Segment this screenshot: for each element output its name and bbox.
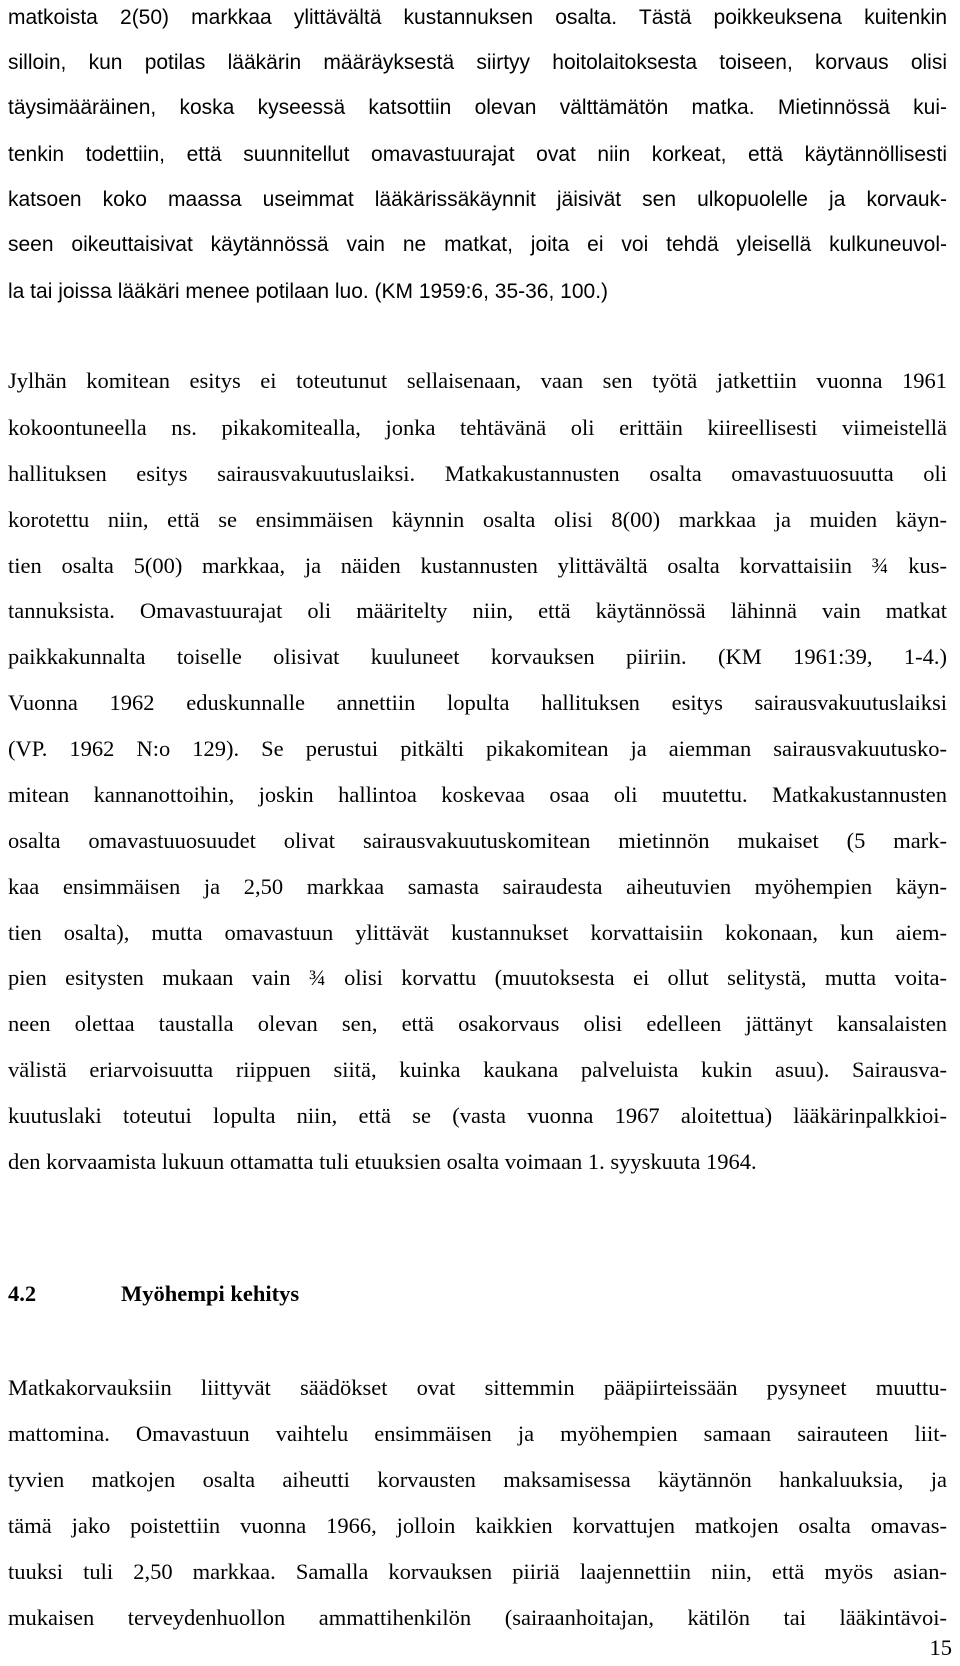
text-line: täysimääräinen, koska kyseessä katsottiin olevan välttämätön matka. Mietinnössä kui- [8, 96, 947, 119]
text-line: kokoontuneella ns. pikakomitealla, jonka tehtävänä oli erittäin kiireellisesti viimeistellä [8, 415, 947, 440]
text-line: tien osalta), mutta omavastuun ylittävät kustannukset korvattaisiin kokonaan, kun aiem- [8, 920, 947, 945]
text-line: katsoen koko maassa useimmat lääkärissäkäynnit jäisivät sen ulkopuolelle ja korvauk- [8, 188, 947, 211]
text-line: kuutuslaki toteutui lopulta niin, että se (vasta vuonna 1967 aloitettua) lääkärinpalkkioi- [8, 1103, 947, 1128]
text-line: mattomina. Omavastuun vaihtelu ensimmäisen ja myöhempien samaan sairauteen liit- [8, 1421, 947, 1446]
text-line: Jylhän komitean esitys ei toteutunut sellaisenaan, vaan sen työtä jatkettiin vuonna 1961 [8, 368, 947, 393]
text-line: hallituksen esitys sairausvakuutuslaiksi. Matkakustannusten osalta omavastuuosuutta oli [8, 461, 947, 486]
text-line: tuuksi tuli 2,50 markkaa. Samalla korvauksen piiriä laajennettiin niin, että myös asian- [8, 1559, 947, 1584]
text-line: seen oikeuttaisivat käytännössä vain ne matkat, joita ei voi tehdä yleisellä kulkuneuvol- [8, 233, 947, 256]
text-line: paikkakunnalta toiselle olisivat kuuluneet korvauksen piiriin. (KM 1961:39, 1-4.) [8, 644, 947, 669]
text-line: osalta omavastuuosuudet olivat sairausvakuutuskomitean mietinnön mukaiset (5 mark- [8, 828, 947, 853]
text-line: tämä jako poistettiin vuonna 1966, jolloin kaikkien korvattujen matkojen osalta omavas- [8, 1513, 947, 1538]
text-line: korotettu niin, että se ensimmäisen käynnin osalta olisi 8(00) markkaa ja muiden käyn- [8, 507, 947, 532]
text-line: välistä eriarvoisuutta riippuen siitä, kuinka kaukana palveluista kukin asuu). Sairausva- [8, 1057, 947, 1082]
text-line: den korvaamista lukuun ottamatta tuli etuuksien osalta voimaan 1. syyskuuta 1964. [8, 1149, 757, 1174]
text-line: tenkin todettiin, että suunnitellut omavastuurajat ovat niin korkeat, että käytännöllisesti [8, 143, 947, 166]
section-number: 4.2 [8, 1281, 37, 1306]
text-line: kaa ensimmäisen ja 2,50 markkaa samasta sairaudesta aiheutuvien myöhempien käyn- [8, 874, 947, 899]
text-line: tyvien matkojen osalta aiheutti korvausten maksamisessa käytännön hankaluuksia, ja [8, 1467, 947, 1492]
text-line: mitean kannanottoihin, joskin hallintoa koskevaa osaa oli muutettu. Matkakustannusten [8, 782, 947, 807]
text-line: pien esitysten mukaan vain ¾ olisi korvattu (muutoksesta ei ollut selitystä, mutta voita- [8, 965, 947, 990]
text-line: Matkakorvauksiin liittyvät säädökset ovat sittemmin pääpiirteissään pysyneet muuttu- [8, 1375, 947, 1400]
text-line: silloin, kun potilas lääkärin määräyksestä siirtyy hoitolaitoksesta toiseen, korvaus olisi [8, 51, 947, 74]
text-line: neen olettaa taustalla olevan sen, että osakorvaus olisi edelleen jättänyt kansalaisten [8, 1011, 947, 1036]
text-line: (VP. 1962 N:o 129). Se perustui pitkälti pikakomitean ja aiemman sairausvakuutusko- [8, 736, 947, 761]
text-line: matkoista 2(50) markkaa ylittävältä kustannuksen osalta. Tästä poikkeuksena kuitenkin [8, 6, 947, 29]
text-line: Vuonna 1962 eduskunnalle annettiin lopulta hallituksen esitys sairausvakuutuslaiksi [8, 690, 947, 715]
text-line: mukaisen terveydenhuollon ammattihenkilön (sairaanhoitajan, kätilön tai lääkintävoi- [8, 1605, 947, 1630]
page-number: 15 [929, 1635, 952, 1660]
text-line: la tai joissa lääkäri menee potilaan luo. (KM 1959:6, 35-36, 100.) [8, 280, 609, 303]
section-title: Myöhempi kehitys [121, 1281, 300, 1306]
text-line: tien osalta 5(00) markkaa, ja näiden kustannusten ylittävältä osalta korvattaisiin ¾ kus- [8, 553, 947, 578]
text-line: tannuksista. Omavastuurajat oli määritelty niin, että käytännössä lähinnä vain matkat [8, 598, 947, 623]
